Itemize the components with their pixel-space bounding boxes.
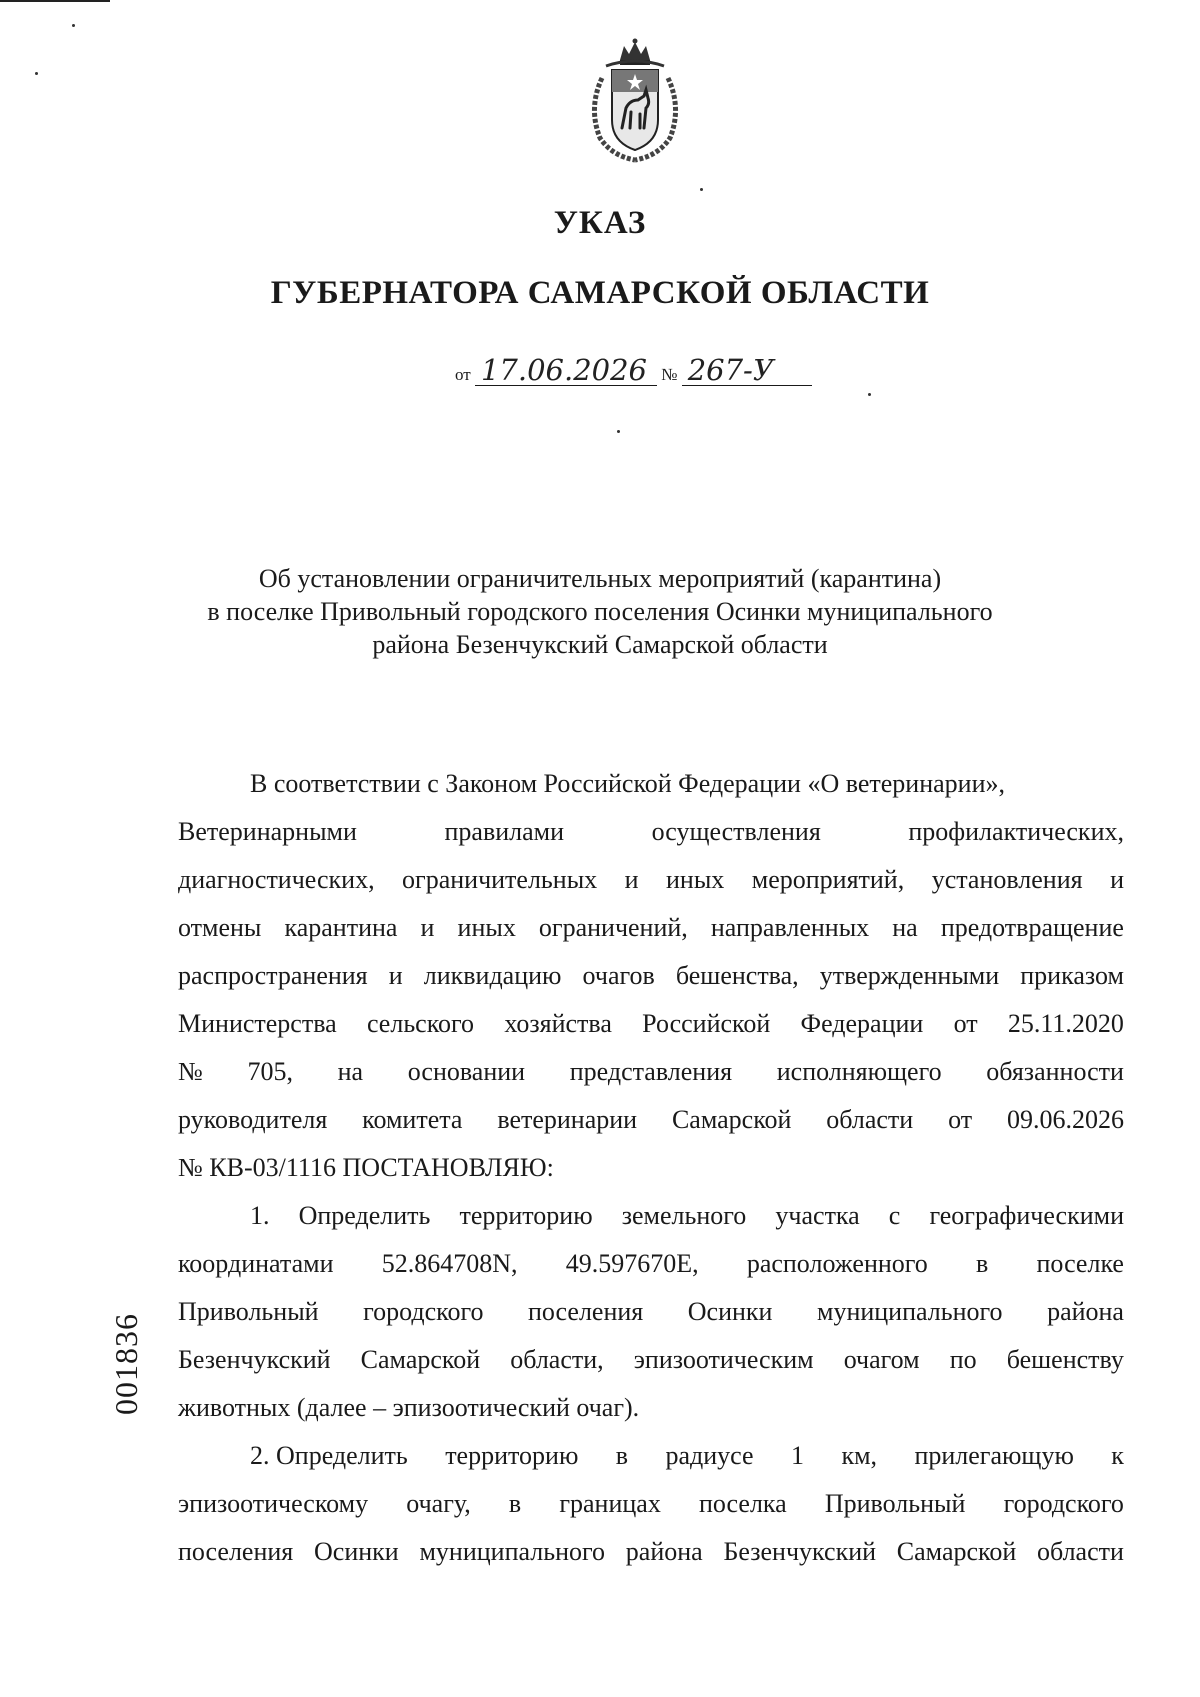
body-word: представления xyxy=(569,1057,733,1086)
scan-speck xyxy=(72,24,75,27)
number-prefix: № xyxy=(661,365,678,384)
body-word: области xyxy=(1037,1537,1124,1566)
scan-speck xyxy=(700,188,703,191)
document-subject xyxy=(190,562,1010,661)
document-title: УКАЗ xyxy=(553,205,647,241)
body-word: предотвращение xyxy=(940,913,1124,942)
body-word: основании xyxy=(407,1057,526,1086)
body-word: 705, xyxy=(247,1057,293,1086)
body-text-line xyxy=(178,904,1124,952)
body-word: Безенчукский xyxy=(723,1537,877,1566)
body-word: Самарской xyxy=(360,1345,481,1374)
body-text-line xyxy=(178,1432,1124,1480)
scan-speck xyxy=(35,72,38,75)
scan-speck xyxy=(868,393,871,396)
body-word: границах xyxy=(559,1489,661,1518)
body-word: в xyxy=(976,1249,989,1278)
body-word: Самарской xyxy=(671,1105,792,1134)
body-word: поселке xyxy=(1036,1249,1124,1278)
body-word: установления xyxy=(931,865,1083,894)
body-word: обязанности xyxy=(986,1057,1124,1086)
body-text-line xyxy=(178,856,1124,904)
body-word: приказом xyxy=(1020,961,1124,990)
body-word: к xyxy=(1111,1441,1124,1470)
body-word: Определить xyxy=(298,1201,431,1230)
body-word: км, xyxy=(841,1441,878,1470)
body-word: эпизоотическому xyxy=(178,1489,369,1518)
body-word: В соответствии с Законом Российской Федерации «О ветеринарии», xyxy=(250,769,1006,798)
body-word: по xyxy=(949,1345,977,1374)
body-word: бешенства, xyxy=(675,961,799,990)
body-word: территорию xyxy=(459,1201,593,1230)
body-word: № КВ-03/1116 ПОСТАНОВЛЯЮ: xyxy=(178,1153,554,1182)
body-word: иных xyxy=(457,913,516,942)
body-word: поселения xyxy=(527,1297,644,1326)
body-word: участка xyxy=(775,1201,860,1230)
body-text-line xyxy=(178,1384,1124,1432)
body-word: очагу, xyxy=(406,1489,471,1518)
body-word: области, xyxy=(510,1345,604,1374)
body-word: от xyxy=(948,1105,973,1134)
body-word: и xyxy=(624,865,639,894)
body-word: 2. Определить xyxy=(250,1441,408,1470)
body-word: Российской xyxy=(642,1009,771,1038)
body-word: в xyxy=(615,1441,629,1470)
body-word: 52.864708N, xyxy=(381,1249,518,1278)
body-text-line xyxy=(178,1528,1124,1576)
body-text-line xyxy=(178,1480,1124,1528)
body-word: 25.11.2020 xyxy=(1007,1009,1124,1038)
body-word: расположенного xyxy=(746,1249,928,1278)
body-word: радиусе xyxy=(665,1441,754,1470)
body-text-line xyxy=(178,1048,1124,1096)
body-word: от xyxy=(953,1009,978,1038)
body-word: Привольный xyxy=(178,1297,319,1326)
body-text-line xyxy=(178,1336,1124,1384)
body-text-line xyxy=(178,808,1124,856)
body-word: бешенству xyxy=(1006,1345,1124,1374)
subject-line: в поселке Привольный городского поселения Осинки муниципального xyxy=(207,597,993,626)
body-word: Осинки xyxy=(687,1297,773,1326)
body-word: карантина xyxy=(284,913,398,942)
body-word: хозяйства xyxy=(504,1009,612,1038)
body-word: географическими xyxy=(929,1201,1124,1230)
document-subtitle: ГУБЕРНАТОРА САМАРСКОЙ ОБЛАСТИ xyxy=(270,275,930,311)
date-prefix: от xyxy=(455,365,471,384)
body-word: муниципального xyxy=(419,1537,606,1566)
body-word: на xyxy=(892,913,918,942)
coat-of-arms-emblem xyxy=(582,38,688,164)
body-word: городского xyxy=(1003,1489,1124,1518)
body-word: Самарской xyxy=(896,1537,1017,1566)
body-word: мероприятий, xyxy=(751,865,905,894)
body-word: иных xyxy=(666,865,725,894)
body-word: в xyxy=(508,1489,522,1518)
body-word: прилегающую xyxy=(914,1441,1074,1470)
body-word: 09.06.2026 xyxy=(1006,1105,1124,1134)
body-word: осуществления xyxy=(651,817,821,846)
body-word: распространения xyxy=(178,961,368,990)
body-word: и xyxy=(388,961,403,990)
body-word: Министерства xyxy=(178,1009,337,1038)
body-word: области xyxy=(826,1105,914,1134)
scan-speck xyxy=(617,430,620,433)
body-word: Безенчукский xyxy=(178,1345,331,1374)
body-word: Федерации xyxy=(800,1009,924,1038)
body-word: отмены xyxy=(178,913,262,942)
body-text-line xyxy=(178,1144,1124,1192)
body-word: муниципального xyxy=(816,1297,1003,1326)
body-word: поселка xyxy=(698,1489,787,1518)
body-text-line xyxy=(178,1096,1124,1144)
body-word: с xyxy=(888,1201,901,1230)
body-word: 49.597670E, xyxy=(565,1249,699,1278)
body-word: ликвидацию xyxy=(423,961,562,990)
body-word: сельского xyxy=(366,1009,475,1038)
body-text-line xyxy=(178,1288,1124,1336)
scan-edge-line xyxy=(0,0,110,2)
subject-line: района Безенчукский Самарской области xyxy=(372,630,828,659)
handwritten-date: 17.06.2026 xyxy=(475,355,657,386)
body-word: очагом xyxy=(843,1345,920,1374)
body-text-line xyxy=(178,1000,1124,1048)
body-word: поселения xyxy=(178,1537,294,1566)
body-word: 1 xyxy=(791,1441,805,1470)
body-word: эпизоотическим xyxy=(633,1345,814,1374)
body-text-line xyxy=(178,1240,1124,1288)
body-word: Привольный xyxy=(824,1489,966,1518)
document-serial-stamp: 001836 xyxy=(108,1313,144,1415)
body-text-line xyxy=(178,952,1124,1000)
body-word: ветеринарии xyxy=(497,1105,638,1134)
body-word: руководителя xyxy=(178,1105,328,1134)
body-word: комитета xyxy=(362,1105,463,1134)
body-word: координатами xyxy=(178,1249,334,1278)
body-word: Ветеринарными xyxy=(178,817,357,846)
body-word: правилами xyxy=(444,817,565,846)
body-word: земельного xyxy=(621,1201,747,1230)
body-word: диагностических, xyxy=(178,865,375,894)
body-word: района xyxy=(625,1537,703,1566)
body-word: и xyxy=(420,913,435,942)
body-word: 1. xyxy=(250,1201,270,1230)
subject-line: Об установлении ограничительных мероприятий (карантина) xyxy=(258,564,942,593)
body-word: профилактических, xyxy=(908,817,1124,846)
body-word: ограничительных xyxy=(402,865,598,894)
body-word: на xyxy=(337,1057,364,1086)
body-word: городского xyxy=(363,1297,484,1326)
body-word: очагов xyxy=(582,961,655,990)
body-word: района xyxy=(1047,1297,1124,1326)
body-word: направленных xyxy=(710,913,870,942)
body-word: и xyxy=(1110,865,1124,894)
handwritten-number: 267-У xyxy=(682,355,812,386)
body-text-line xyxy=(178,1192,1124,1240)
body-word: территорию xyxy=(445,1441,579,1470)
body-word: утвержденными xyxy=(819,961,1000,990)
document-body xyxy=(178,760,1124,1576)
body-word: Осинки xyxy=(314,1537,399,1566)
date-number-line xyxy=(455,355,812,386)
body-text-line xyxy=(178,760,1124,808)
body-word: исполняющего xyxy=(776,1057,942,1086)
body-word: № xyxy=(178,1057,203,1086)
body-word: животных (далее – эпизоотический очаг). xyxy=(178,1393,640,1422)
body-word: ограничений, xyxy=(538,913,688,942)
